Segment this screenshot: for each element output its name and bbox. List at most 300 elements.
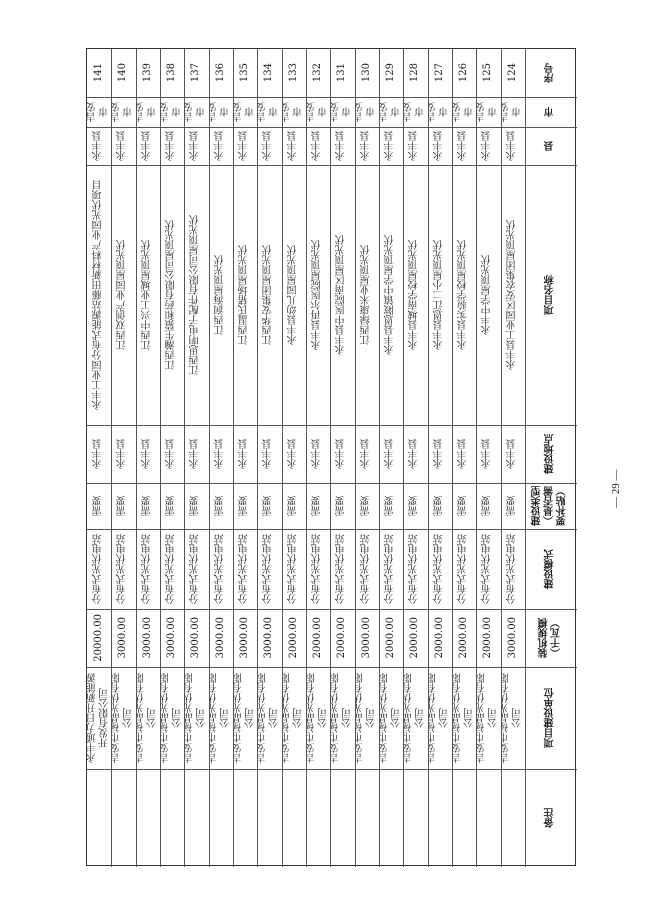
cell-location bbox=[111, 425, 135, 483]
cell-name bbox=[330, 165, 354, 425]
cell-seq-text: 129 bbox=[384, 63, 396, 83]
header-city bbox=[525, 97, 577, 127]
row-divider bbox=[476, 49, 477, 867]
cell-county-text: 永丰县 bbox=[238, 131, 250, 161]
cell-county bbox=[452, 127, 476, 165]
cell-name bbox=[160, 165, 184, 425]
cell-type-text: 需要 bbox=[214, 496, 226, 516]
cell-location-text: 永丰县 bbox=[190, 439, 202, 469]
cell-city-text: 吉安市 bbox=[160, 102, 184, 122]
cell-capacity-text: 2000.00 bbox=[433, 617, 445, 659]
cell-mode bbox=[233, 529, 257, 609]
cell-type bbox=[476, 483, 500, 529]
cell-mode-text: 分布式光伏电站 bbox=[506, 534, 518, 604]
cell-capacity bbox=[209, 609, 233, 667]
cell-type bbox=[355, 483, 379, 529]
cell-type bbox=[282, 483, 306, 529]
cell-seq bbox=[233, 49, 257, 97]
cell-mode-text: 分布式光伏电站 bbox=[336, 534, 348, 604]
cell-type-text: 需要 bbox=[287, 496, 299, 516]
cell-unit-text: 吉安市禄晶光伏有限公司 bbox=[160, 673, 184, 763]
cell-location-text: 永丰县 bbox=[92, 439, 104, 469]
cell-capacity bbox=[379, 609, 403, 667]
row-divider bbox=[525, 49, 526, 867]
header-location-text: 建设地点 bbox=[544, 434, 556, 474]
cell-unit-text: 吉安市禄晶光伏有限公司 bbox=[257, 673, 281, 763]
cell-name bbox=[209, 165, 233, 425]
cell-location-text: 永丰县 bbox=[238, 439, 250, 469]
row-divider bbox=[111, 49, 112, 867]
cell-county bbox=[282, 127, 306, 165]
cell-capacity bbox=[184, 609, 208, 667]
cell-location bbox=[136, 425, 160, 483]
cell-capacity-text: 2000.00 bbox=[384, 617, 396, 659]
cell-mode-text: 分布式光伏电站 bbox=[141, 534, 153, 604]
cell-location bbox=[257, 425, 281, 483]
header-remark bbox=[525, 769, 577, 867]
cell-name bbox=[87, 165, 111, 425]
cell-type bbox=[257, 483, 281, 529]
cell-county bbox=[209, 127, 233, 165]
cell-name-text: 永丰县恩江二小屋顶光伏 bbox=[433, 240, 445, 350]
cell-capacity-text: 2000.00 bbox=[287, 617, 299, 659]
cell-mode bbox=[476, 529, 500, 609]
row-divider bbox=[403, 49, 404, 867]
cell-seq bbox=[111, 49, 135, 97]
cell-city-text: 吉安市 bbox=[281, 102, 305, 122]
cell-seq-text: 127 bbox=[433, 63, 445, 83]
cell-county-text: 永丰县 bbox=[214, 131, 226, 161]
cell-name-text: 永丰县幼儿园屋顶光伏 bbox=[287, 245, 299, 345]
cell-type bbox=[136, 483, 160, 529]
cell-unit bbox=[403, 667, 427, 769]
cell-capacity bbox=[160, 609, 184, 667]
cell-mode-text: 分布式光伏电站 bbox=[384, 534, 396, 604]
row-divider bbox=[501, 49, 502, 867]
cell-unit-text: 吉安市禄晶光伏有限公司 bbox=[476, 673, 500, 763]
cell-unit-text: 吉安市禄晶光伏有限公司 bbox=[330, 673, 354, 763]
cell-city-text: 吉安市 bbox=[403, 102, 427, 122]
cell-location-text: 永丰县 bbox=[457, 439, 469, 469]
cell-name-text: 江西瀚生猿和药有限公司屋顶光伏 bbox=[165, 220, 177, 370]
cell-unit bbox=[282, 667, 306, 769]
cell-capacity bbox=[111, 609, 135, 667]
cell-unit bbox=[501, 667, 525, 769]
cell-unit-text: 吉安市禄晶光伏有限公司 bbox=[452, 673, 476, 763]
cell-type-text: 需要 bbox=[360, 496, 372, 516]
header-capacity bbox=[525, 609, 577, 667]
cell-type bbox=[306, 483, 330, 529]
cell-mode bbox=[160, 529, 184, 609]
cell-type-text: 需要 bbox=[506, 496, 518, 516]
cell-location bbox=[233, 425, 257, 483]
cell-capacity bbox=[136, 609, 160, 667]
cell-seq-text: 137 bbox=[190, 63, 202, 83]
cell-name bbox=[501, 165, 525, 425]
cell-type bbox=[452, 483, 476, 529]
cell-county-text: 永丰县 bbox=[190, 131, 202, 161]
cell-county-text: 永丰县 bbox=[457, 131, 469, 161]
row-divider bbox=[136, 49, 137, 867]
cell-location-text: 永丰县 bbox=[117, 439, 129, 469]
cell-seq-text: 138 bbox=[165, 63, 177, 83]
cell-capacity-text: 2000.00 bbox=[482, 617, 494, 659]
cell-capacity bbox=[428, 609, 452, 667]
cell-mode-text: 分布式光伏电站 bbox=[190, 534, 202, 604]
header-county bbox=[525, 127, 577, 165]
cell-unit bbox=[306, 667, 330, 769]
cell-seq-text: 136 bbox=[214, 63, 226, 83]
cell-county bbox=[330, 127, 354, 165]
cell-county-text: 永丰县 bbox=[384, 131, 396, 161]
cell-type-text: 需要 bbox=[165, 496, 177, 516]
row-divider bbox=[452, 49, 453, 867]
header-city-text: 市 bbox=[544, 107, 556, 117]
cell-name-text: 永丰县工业园区安农集团屋顶光伏 bbox=[506, 220, 518, 370]
cell-remark bbox=[476, 769, 500, 867]
cell-name bbox=[136, 165, 160, 425]
cell-city-text: 吉安市 bbox=[135, 102, 159, 122]
cell-name bbox=[282, 165, 306, 425]
cell-type bbox=[379, 483, 403, 529]
cell-seq bbox=[428, 49, 452, 97]
cell-type bbox=[501, 483, 525, 529]
cell-seq bbox=[209, 49, 233, 97]
cell-capacity-text: 2000.00 bbox=[336, 617, 348, 659]
cell-mode bbox=[136, 529, 160, 609]
cell-mode bbox=[111, 529, 135, 609]
cell-county-text: 永丰县 bbox=[92, 131, 104, 161]
cell-name bbox=[428, 165, 452, 425]
cell-type-text: 需要 bbox=[263, 496, 275, 516]
cell-unit bbox=[452, 667, 476, 769]
cell-county bbox=[233, 127, 257, 165]
cell-unit bbox=[111, 667, 135, 769]
cell-remark bbox=[209, 769, 233, 867]
cell-type bbox=[184, 483, 208, 529]
cell-mode bbox=[184, 529, 208, 609]
cell-seq bbox=[501, 49, 525, 97]
cell-capacity-text: 3000.00 bbox=[506, 617, 518, 659]
cell-capacity-text: 3000.00 bbox=[360, 617, 372, 659]
cell-capacity-text: 3000.00 bbox=[165, 617, 177, 659]
cell-remark bbox=[257, 769, 281, 867]
cell-seq-text: 126 bbox=[457, 63, 469, 83]
cell-remark bbox=[501, 769, 525, 867]
cell-capacity-text: 3000.00 bbox=[238, 617, 250, 659]
cell-name bbox=[233, 165, 257, 425]
cell-city bbox=[87, 97, 111, 127]
cell-remark bbox=[282, 769, 306, 867]
cell-seq-text: 140 bbox=[117, 63, 129, 83]
cell-location bbox=[282, 425, 306, 483]
cell-remark bbox=[160, 769, 184, 867]
cell-location bbox=[501, 425, 525, 483]
cell-mode bbox=[87, 529, 111, 609]
cell-city bbox=[282, 97, 306, 127]
cell-capacity-text: 2000.00 bbox=[409, 617, 421, 659]
cell-name bbox=[379, 165, 403, 425]
cell-city-text: 吉安市 bbox=[111, 102, 135, 122]
cell-capacity-text: 3000.00 bbox=[141, 617, 153, 659]
cell-county bbox=[428, 127, 452, 165]
cell-seq-text: 131 bbox=[336, 63, 348, 83]
header-project-name bbox=[525, 165, 577, 425]
cell-type-text: 需要 bbox=[311, 496, 323, 516]
cell-mode bbox=[452, 529, 476, 609]
cell-seq bbox=[355, 49, 379, 97]
cell-type-text: 需要 bbox=[384, 496, 396, 516]
cell-city bbox=[379, 97, 403, 127]
cell-city bbox=[355, 97, 379, 127]
cell-county bbox=[136, 127, 160, 165]
cell-capacity bbox=[501, 609, 525, 667]
cell-unit bbox=[160, 667, 184, 769]
cell-county bbox=[257, 127, 281, 165]
cell-name-text: 永丰县再尔医院屋顶光伏 bbox=[311, 240, 323, 350]
cell-capacity-text: 3000.00 bbox=[214, 617, 226, 659]
cell-county-text: 永丰县 bbox=[433, 131, 445, 161]
cell-city-text: 吉安市 bbox=[233, 102, 257, 122]
cell-county bbox=[184, 127, 208, 165]
cell-seq-text: 128 bbox=[409, 63, 421, 83]
cell-county-text: 永丰县 bbox=[287, 131, 299, 161]
cell-location-text: 永丰县 bbox=[360, 439, 372, 469]
cell-location bbox=[330, 425, 354, 483]
cell-city-text: 吉安市 bbox=[330, 102, 354, 122]
cell-location-text: 永丰县 bbox=[506, 439, 518, 469]
cell-remark bbox=[306, 769, 330, 867]
cell-remark bbox=[111, 769, 135, 867]
cell-seq bbox=[257, 49, 281, 97]
cell-seq bbox=[452, 49, 476, 97]
project-table bbox=[86, 48, 576, 866]
cell-capacity bbox=[306, 609, 330, 667]
cell-type bbox=[233, 483, 257, 529]
cell-unit bbox=[476, 667, 500, 769]
cell-location bbox=[379, 425, 403, 483]
cell-city-text: 吉安市 bbox=[257, 102, 281, 122]
cell-type-text: 需要 bbox=[336, 496, 348, 516]
cell-name-text: 江西绿康米业屋顶光伏 bbox=[360, 245, 372, 345]
cell-name-text: 江西思明电子配件有限公司屋顶光伏 bbox=[190, 215, 202, 375]
cell-name-text: 江西中兴工业城屋顶光伏 bbox=[141, 240, 153, 350]
cell-name-text: 永丰县城南学校屋顶光伏 bbox=[409, 240, 421, 350]
cell-type bbox=[403, 483, 427, 529]
cell-remark bbox=[136, 769, 160, 867]
cell-seq bbox=[330, 49, 354, 97]
cell-mode bbox=[428, 529, 452, 609]
cell-location bbox=[209, 425, 233, 483]
cell-capacity bbox=[233, 609, 257, 667]
cell-unit-text: 吉安市禄晶光伏有限公司 bbox=[208, 673, 232, 763]
cell-unit bbox=[233, 667, 257, 769]
header-remark-text: 备注 bbox=[544, 808, 556, 828]
cell-capacity bbox=[330, 609, 354, 667]
cell-mode bbox=[355, 529, 379, 609]
cell-capacity-text: 2000.00 bbox=[311, 617, 323, 659]
cell-remark bbox=[233, 769, 257, 867]
cell-seq bbox=[87, 49, 111, 97]
cell-seq-text: 139 bbox=[141, 63, 153, 83]
cell-location bbox=[355, 425, 379, 483]
cell-unit-text: 吉安市禄晶光伏有限公司 bbox=[281, 673, 305, 763]
cell-mode bbox=[501, 529, 525, 609]
cell-county-text: 永丰县 bbox=[506, 131, 518, 161]
cell-unit bbox=[355, 667, 379, 769]
cell-city-text: 吉安市 bbox=[476, 102, 500, 122]
cell-city bbox=[257, 97, 281, 127]
cell-unit bbox=[330, 667, 354, 769]
cell-county bbox=[501, 127, 525, 165]
cell-location bbox=[87, 425, 111, 483]
cell-city bbox=[452, 97, 476, 127]
cell-location-text: 永丰县 bbox=[433, 439, 445, 469]
cell-mode-text: 分布式光伏电站 bbox=[311, 534, 323, 604]
cell-name bbox=[306, 165, 330, 425]
cell-city bbox=[136, 97, 160, 127]
cell-location-text: 永丰县 bbox=[214, 439, 226, 469]
row-divider bbox=[209, 49, 210, 867]
cell-city bbox=[233, 97, 257, 127]
cell-name-text: 永丰工业园分布式能源站藤田新材料产业园光伏项目 bbox=[92, 180, 104, 410]
cell-mode bbox=[209, 529, 233, 609]
cell-county bbox=[306, 127, 330, 165]
cell-type bbox=[209, 483, 233, 529]
cell-mode bbox=[306, 529, 330, 609]
cell-county bbox=[111, 127, 135, 165]
cell-remark bbox=[428, 769, 452, 867]
cell-seq bbox=[403, 49, 427, 97]
cell-name bbox=[184, 165, 208, 425]
cell-city bbox=[476, 97, 500, 127]
cell-name bbox=[452, 165, 476, 425]
cell-mode bbox=[282, 529, 306, 609]
cell-name-text: 永丰县中医院南区屋顶光伏 bbox=[336, 235, 348, 355]
cell-type-text: 需要 bbox=[117, 496, 129, 516]
cell-capacity bbox=[257, 609, 281, 667]
cell-location bbox=[452, 425, 476, 483]
cell-city-text: 吉安市 bbox=[379, 102, 403, 122]
cell-name-text: 江西华安集团屋顶光伏 bbox=[263, 245, 275, 345]
row-divider bbox=[306, 49, 307, 867]
cell-name-text: 永丰县恩陂镇中学屋顶光伏 bbox=[384, 235, 396, 355]
cell-unit bbox=[209, 667, 233, 769]
cell-mode-text: 分布式光伏电站 bbox=[92, 534, 104, 604]
cell-name-text: 江西温氏猪场屋顶光伏 bbox=[238, 245, 250, 345]
cell-unit bbox=[428, 667, 452, 769]
cell-location-text: 永丰县 bbox=[263, 439, 275, 469]
cell-city bbox=[330, 97, 354, 127]
cell-city-text: 吉安市 bbox=[208, 102, 232, 122]
cell-unit bbox=[184, 667, 208, 769]
cell-location bbox=[403, 425, 427, 483]
header-build-mode-text: 建设模式 bbox=[544, 549, 556, 589]
header-build-type bbox=[525, 483, 577, 529]
cell-unit-text: 吉安市禄晶光伏有限公司 bbox=[135, 673, 159, 763]
cell-location bbox=[476, 425, 500, 483]
cell-capacity-text: 2000.00 bbox=[457, 617, 469, 659]
cell-remark bbox=[330, 769, 354, 867]
cell-seq-text: 130 bbox=[360, 63, 372, 83]
row-divider bbox=[184, 49, 185, 867]
cell-capacity bbox=[476, 609, 500, 667]
row-divider bbox=[428, 49, 429, 867]
cell-type-text: 需要 bbox=[482, 496, 494, 516]
cell-mode-text: 分布式光伏电站 bbox=[457, 534, 469, 604]
cell-mode-text: 分布式光伏电站 bbox=[409, 534, 421, 604]
cell-seq bbox=[379, 49, 403, 97]
cell-type-text: 需要 bbox=[409, 496, 421, 516]
cell-unit bbox=[379, 667, 403, 769]
cell-mode-text: 分布式光伏电站 bbox=[433, 534, 445, 604]
cell-seq-text: 124 bbox=[506, 63, 518, 83]
header-unit-text: 项目建设单位 bbox=[544, 688, 556, 748]
cell-capacity bbox=[87, 609, 111, 667]
cell-unit-text: 吉安市禄晶光伏有限公司 bbox=[427, 673, 451, 763]
cell-type bbox=[428, 483, 452, 529]
cell-city-text: 吉安市 bbox=[500, 102, 524, 122]
cell-type-text: 需要 bbox=[457, 496, 469, 516]
cell-mode-text: 分布式光伏电站 bbox=[165, 534, 177, 604]
cell-city-text: 吉安市 bbox=[184, 102, 208, 122]
cell-location-text: 永丰县 bbox=[141, 439, 153, 469]
cell-mode-text: 分布式光伏电站 bbox=[214, 534, 226, 604]
cell-capacity-text: 3000.00 bbox=[117, 617, 129, 659]
cell-county-text: 永丰县 bbox=[482, 131, 494, 161]
cell-type-text: 需要 bbox=[141, 496, 153, 516]
row-divider bbox=[282, 49, 283, 867]
cell-unit-text: 吉安市禄晶光伏有限公司 bbox=[184, 673, 208, 763]
cell-county-text: 永丰县 bbox=[311, 131, 323, 161]
cell-unit bbox=[257, 667, 281, 769]
cell-mode-text: 分布式光伏电站 bbox=[238, 534, 250, 604]
cell-seq-text: 133 bbox=[287, 63, 299, 83]
cell-type bbox=[330, 483, 354, 529]
cell-name-text: 江西润海屋顶光伏 bbox=[214, 255, 226, 335]
cell-seq bbox=[184, 49, 208, 97]
cell-mode bbox=[330, 529, 354, 609]
cell-city-text: 吉安市 bbox=[354, 102, 378, 122]
cell-name-text: 永丰中学屋顶光伏 bbox=[482, 255, 494, 335]
cell-seq bbox=[136, 49, 160, 97]
cell-seq-text: 132 bbox=[311, 63, 323, 83]
cell-remark bbox=[403, 769, 427, 867]
cell-location-text: 永丰县 bbox=[287, 439, 299, 469]
cell-seq-text: 134 bbox=[263, 63, 275, 83]
cell-capacity-text: 3000.00 bbox=[263, 617, 275, 659]
cell-seq bbox=[160, 49, 184, 97]
cell-seq-text: 135 bbox=[238, 63, 250, 83]
cell-location bbox=[184, 425, 208, 483]
cell-name bbox=[403, 165, 427, 425]
header-build-type-text: 建设类型（是否需要补贴） bbox=[532, 486, 569, 526]
cell-type-text: 需要 bbox=[433, 496, 445, 516]
cell-remark bbox=[379, 769, 403, 867]
cell-capacity bbox=[282, 609, 306, 667]
cell-unit-text: 吉安市禄晶光伏有限公司 bbox=[354, 673, 378, 763]
cell-name-text: 永丰县实验学校屋顶光伏 bbox=[457, 240, 469, 350]
cell-capacity bbox=[355, 609, 379, 667]
cell-city bbox=[428, 97, 452, 127]
cell-name bbox=[257, 165, 281, 425]
cell-mode bbox=[403, 529, 427, 609]
cell-unit-text: 吉安市禄晶光伏有限公司 bbox=[233, 673, 257, 763]
row-divider bbox=[330, 49, 331, 867]
cell-name-text: 江西双创产业园屋顶光伏 bbox=[117, 240, 129, 350]
cell-county-text: 永丰县 bbox=[141, 131, 153, 161]
cell-capacity-text: 20000.00 bbox=[92, 614, 104, 662]
